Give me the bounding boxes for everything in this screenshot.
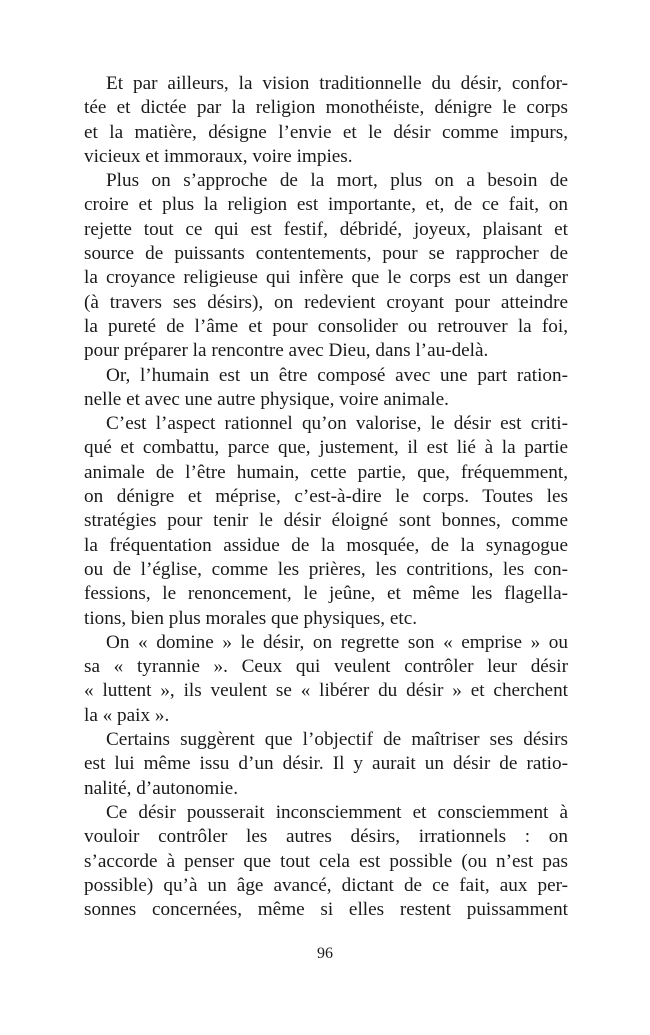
text-line: Plus on s’approche de la mort, plus on a besoin de	[106, 170, 568, 192]
text-line: ou de l’église, comme les prières, les contritions, les con-	[84, 558, 568, 580]
text-line: C’est l’aspect rationnel qu’on valorise, le désir est criti-	[106, 413, 568, 435]
text-line: fessions, le renoncement, le jeûne, et même les flagella-	[84, 583, 568, 605]
text-line: s’accorde à penser que tout cela est possible (ou n’est pas	[84, 850, 568, 872]
text-line: tée et dictée par la religion monothéiste, dénigre le corps	[84, 97, 568, 119]
text-line: sonnes concernées, même si elles restent puissamment	[84, 899, 568, 921]
text-line: Et par ailleurs, la vision traditionnelle du désir, confor-	[106, 73, 568, 94]
text-line: la pureté de l’âme et pour consolider ou retrouver la foi,	[84, 315, 568, 337]
text-line: pour préparer la rencontre avec Dieu, dans l’au-delà.	[84, 340, 489, 362]
text-line: rejette tout ce qui est festif, débridé, joyeux, plaisant et	[84, 218, 568, 240]
text-line: la croyance religieuse qui infère que le corps est un danger	[84, 267, 568, 289]
text-line: Ce désir pousserait inconsciemment et consciemment à	[106, 801, 568, 823]
text-line: nalité, d’autonomie.	[84, 777, 238, 799]
text-line: On « domine » le désir, on regrette son « emprise » ou	[106, 631, 568, 653]
body-text	[84, 72, 568, 922]
text-line: qué et combattu, parce que, justement, il est lié à la partie	[84, 437, 568, 459]
text-line: animale de l’être humain, cette partie, que, fréquemment,	[84, 461, 568, 483]
text-line: tions, bien plus morales que physiques, etc.	[84, 607, 418, 629]
text-line: et la matière, désigne l’envie et le désir comme impurs,	[84, 121, 568, 143]
page-number: 96	[317, 945, 333, 962]
text-line: vouloir contrôler les autres désirs, irrationnels : on	[84, 826, 568, 848]
text-line: croire et plus la religion est importante, et, de ce fait, on	[84, 194, 568, 216]
text-line: la « paix ».	[84, 704, 170, 726]
text-line: la fréquentation assidue de la mosquée, de la synagogue	[84, 534, 568, 556]
text-line: vicieux et immoraux, voire impies.	[84, 145, 353, 167]
text-line: Certains suggèrent que l’objectif de maîtriser ses désirs	[106, 729, 568, 751]
text-line: on dénigre et méprise, c’est-à-dire le corps. Toutes les	[84, 486, 568, 508]
text-line: source de puissants contentements, pour se rapprocher de	[84, 243, 568, 265]
text-line: possible) qu’à un âge avancé, dictant de ce fait, aux per-	[84, 874, 568, 896]
text-line: est lui même issu d’un désir. Il y aurait un désir de ratio-	[84, 753, 568, 775]
text-line: (à travers ses désirs), on redevient croyant pour atteindre	[84, 291, 568, 313]
text-line: stratégies pour tenir le désir éloigné sont bonnes, comme	[84, 510, 568, 532]
text-line: « luttent », ils veulent se « libérer du désir » et cherchent	[84, 680, 568, 702]
text-line: sa « tyrannie ». Ceux qui veulent contrôler leur désir	[84, 656, 568, 678]
text-line: nelle et avec une autre physique, voire animale.	[84, 388, 449, 410]
text-line: Or, l’humain est un être composé avec une part ration-	[106, 364, 568, 386]
